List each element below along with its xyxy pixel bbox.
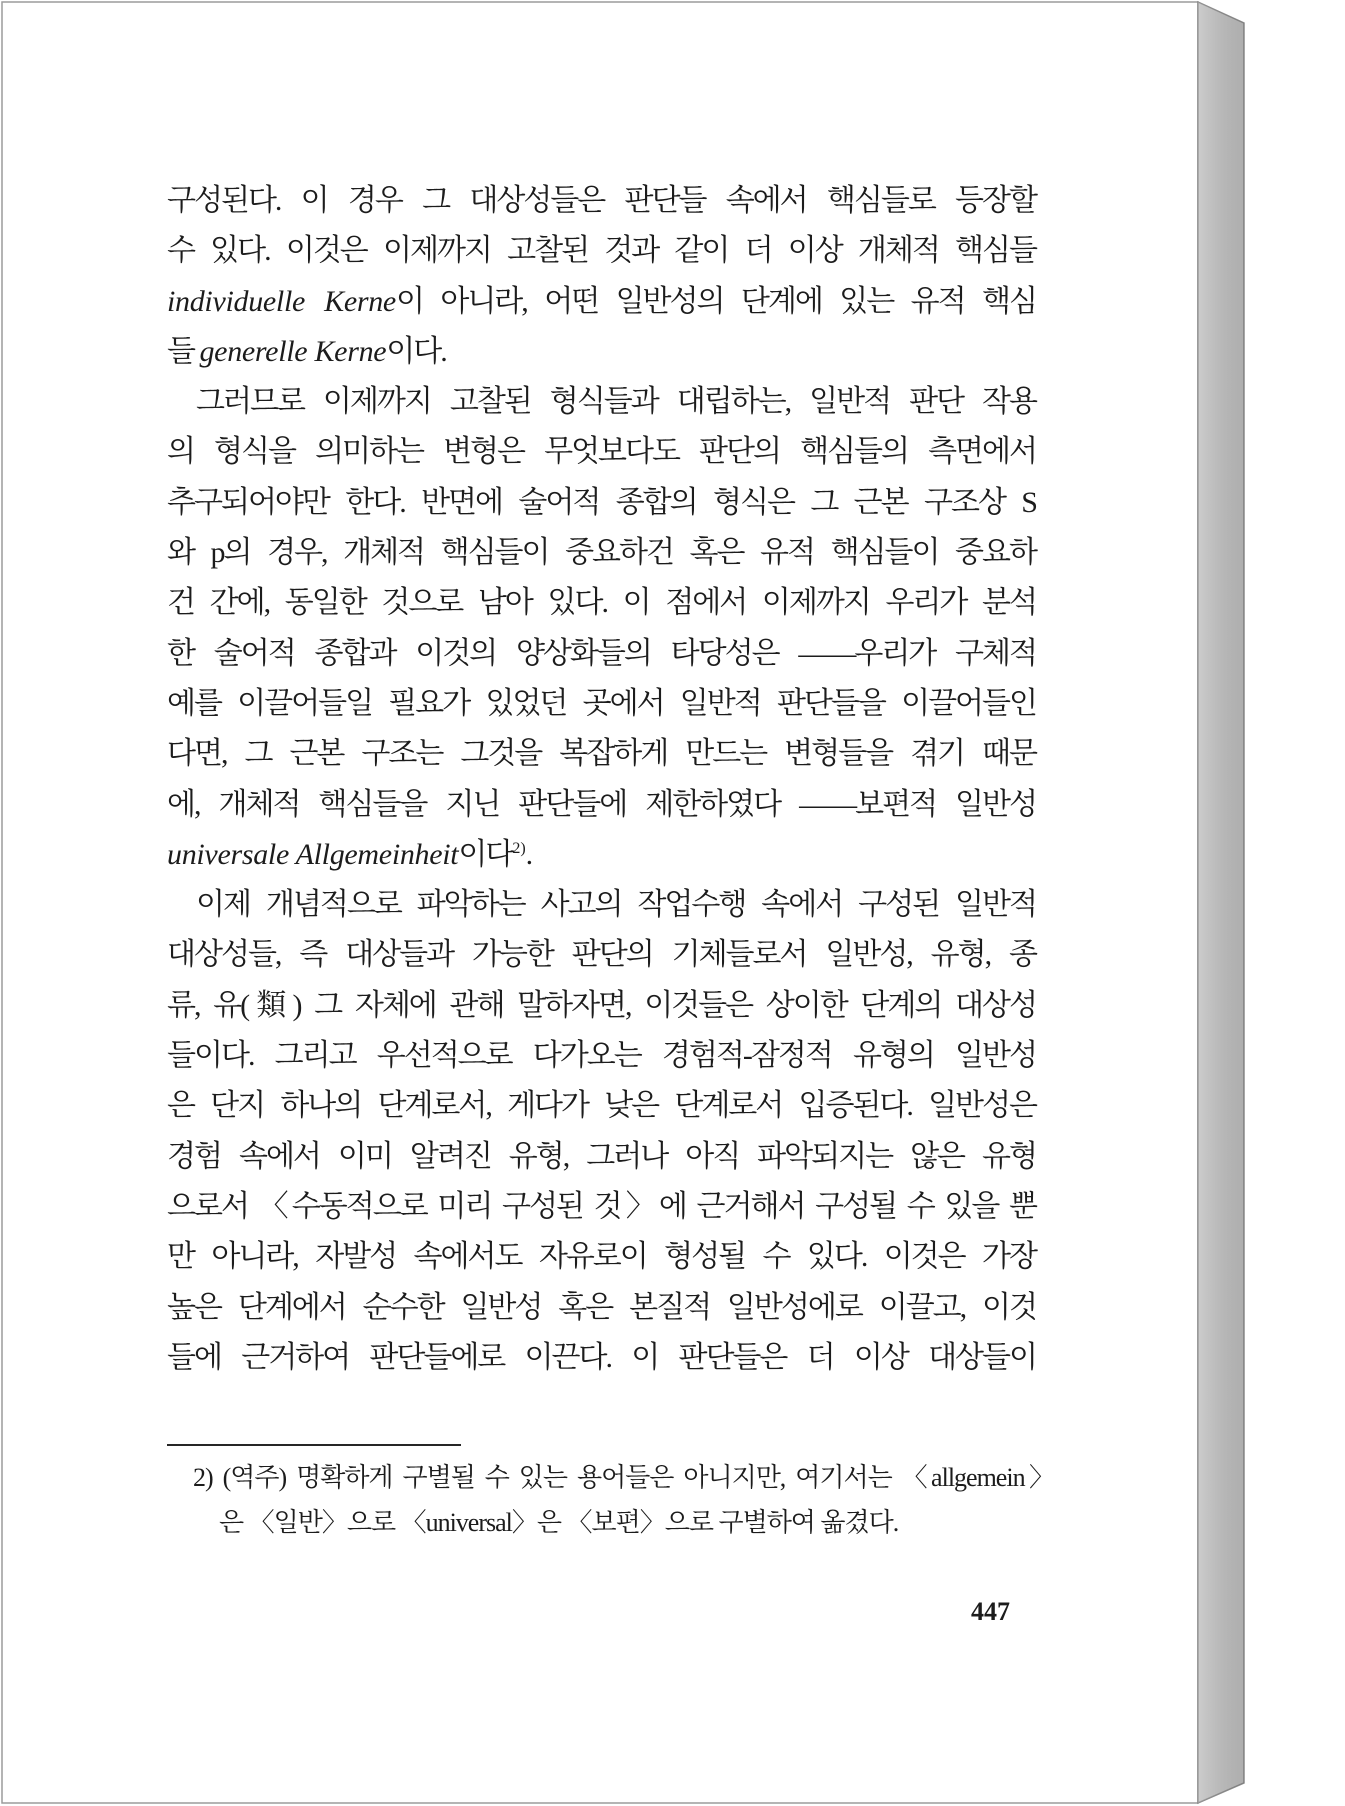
footnote-reference: 2) (512, 839, 526, 857)
body-line: 수 있다. 이것은 이제까지 고찰된 것과 같이 더 이상 개체적 핵심들 (167, 234, 1036, 268)
page-number: 447 (971, 1597, 1010, 1626)
body-line: 대상성들, 즉 대상들과 가능한 판단의 기체들로서 일반성, 유형, 종 (167, 938, 1036, 972)
german-term: individuelle Kerne (167, 284, 396, 318)
footnote-line: 은 〈일반〉으로 〈universal〉은 〈보편〉으로 구별하여 옮겼다. (219, 1508, 899, 1537)
body-line (167, 277, 1036, 327)
body-line: 들이다. 그리고 우선적으로 다가오는 경험적-잠정적 유형의 일반성 (167, 1039, 1036, 1073)
body-text (167, 176, 1036, 1383)
footnote (193, 1455, 1054, 1545)
line-text: 들 (167, 334, 200, 368)
body-line: 만 아니라, 자발성 속에서도 자유로이 형성될 수 있다. 이것은 가장 (167, 1240, 1036, 1274)
footnote-line (193, 1455, 1054, 1500)
body-line: 예를 이끌어들일 필요가 있었던 곳에서 일반적 판단들을 이끌어들인 (167, 686, 1036, 720)
body-line: 다면, 그 근본 구조는 그것을 복잡하게 만드는 변형들을 겪기 때문 (167, 737, 1036, 771)
footnote-separator (167, 1444, 461, 1446)
body-line: 한 술어적 종합과 이것의 양상화들의 타당성은 ——우리가 구체적 (167, 636, 1036, 670)
body-line: 구성된다. 이 경우 그 대상성들은 판단들 속에서 핵심들로 등장할 (167, 184, 1036, 217)
line-text: 이다 (458, 837, 513, 871)
body-line: 들에 근거하여 판단들에로 이끈다. 이 판단들은 더 이상 대상들이 (167, 1340, 1036, 1374)
line-text: . (525, 837, 532, 871)
body-line: 와 p의 경우, 개체적 핵심들이 중요하건 혹은 유적 핵심들이 중요하 (167, 536, 1036, 570)
paragraph (167, 880, 1036, 1383)
page-stack-edge-shading (1198, 2, 1244, 1803)
footnote-text: (역주) 명확하게 구별될 수 있는 용어들은 아니지만, 여기서는 〈allgemein〉 (222, 1463, 1055, 1492)
body-line: 추구되어야만 한다. 반면에 술어적 종합의 형식은 그 근본 구조상 S (167, 485, 1036, 519)
body-line: 건 간에, 동일한 것으로 남아 있다. 이 점에서 이제까지 우리가 분석 (167, 586, 1036, 620)
paragraph (167, 377, 1036, 880)
body-line: 그러므로 이제까지 고찰된 형식들과 대립하는, 일반적 판단 작용 (196, 385, 1036, 419)
body-line (167, 327, 1036, 377)
body-line: 경험 속에서 이미 알려진 유형, 그러나 아직 파악되지는 않은 유형 (167, 1139, 1036, 1173)
body-line: 류, 유(類) 그 자체에 관해 말하자면, 이것들은 상이한 단계의 대상성 (167, 988, 1036, 1022)
footnote-number: 2) (193, 1463, 213, 1492)
line-text: 이다. (386, 334, 446, 368)
german-term: generelle Kerne (199, 334, 387, 368)
body-line: 이제 개념적으로 파악하는 사고의 작업수행 속에서 구성된 일반적 (196, 888, 1036, 922)
paragraph (167, 176, 1036, 377)
body-line: 은 단지 하나의 단계로서, 게다가 낮은 단계로서 입증된다. 일반성은 (167, 1089, 1036, 1123)
body-line: 에, 개체적 핵심들을 지닌 판단들에 제한하였다 ——보편적 일반성 (167, 787, 1036, 821)
body-line: 높은 단계에서 순수한 일반성 혹은 본질적 일반성에로 이끌고, 이것 (167, 1290, 1036, 1324)
body-line (167, 830, 1036, 880)
body-line: 의 형식을 의미하는 변형은 무엇보다도 판단의 핵심들의 측면에서 (167, 435, 1036, 469)
line-text: 이 아니라, 어떤 일반성의 단계에 있는 유적 핵심 (395, 284, 1036, 318)
german-term: universale Allgemeinheit (167, 837, 459, 871)
body-line: 으로서 〈수동적으로 미리 구성된 것〉에 근거해서 구성될 수 있을 뿐 (167, 1189, 1036, 1223)
